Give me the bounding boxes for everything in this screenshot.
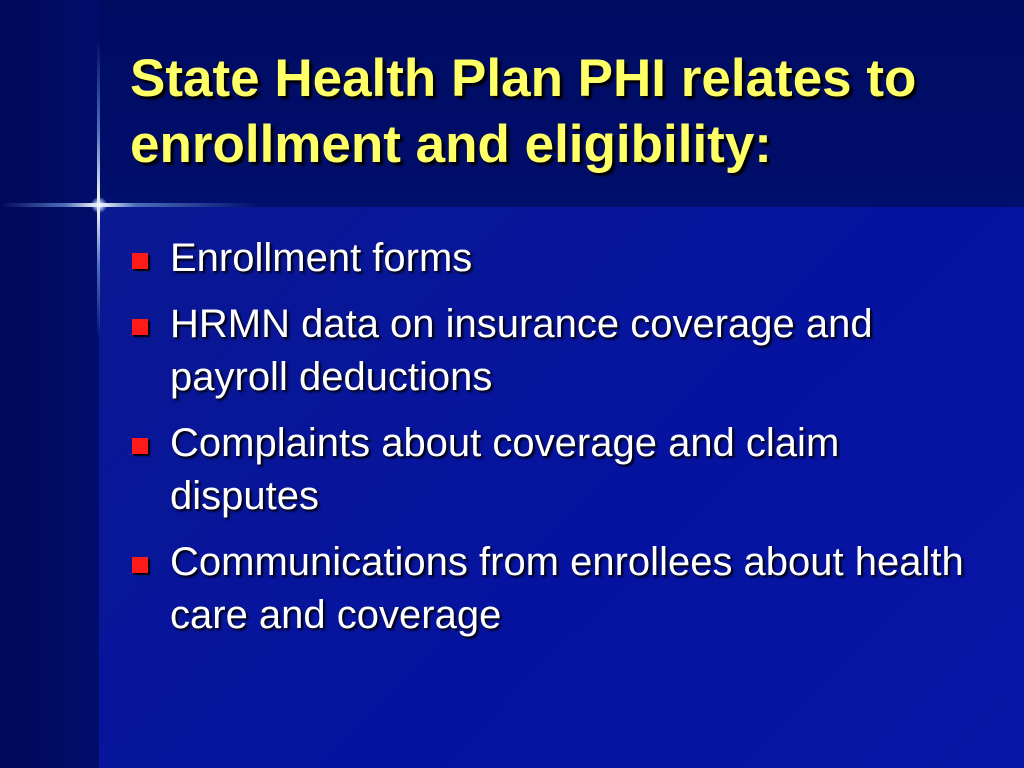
slide-title: State Health Plan PHI relates to enrollment and eligibility:	[130, 49, 917, 174]
flare-vertical	[97, 40, 100, 340]
red-square-bullet-icon	[132, 438, 148, 454]
bullet-text: Communications from enrollees about health care and coverage	[170, 540, 964, 637]
bullet-item-hrmn-data	[130, 298, 990, 404]
bullet-item-complaints	[130, 417, 990, 523]
flare-horizontal	[0, 203, 260, 207]
bullet-text: Enrollment forms	[170, 236, 473, 280]
bullet-text: HRMN data on insurance coverage and payroll deductions	[170, 302, 873, 399]
left-strip	[0, 0, 99, 768]
bullet-text: Complaints about coverage and claim disputes	[170, 421, 840, 518]
bullet-item-communications	[130, 536, 990, 642]
red-square-bullet-icon	[132, 319, 148, 335]
red-square-bullet-icon	[132, 557, 148, 573]
red-square-bullet-icon	[132, 253, 148, 269]
sparkle-flare-icon	[91, 197, 107, 213]
bullet-item-enrollment-forms	[130, 232, 990, 285]
bullet-list	[130, 232, 990, 655]
